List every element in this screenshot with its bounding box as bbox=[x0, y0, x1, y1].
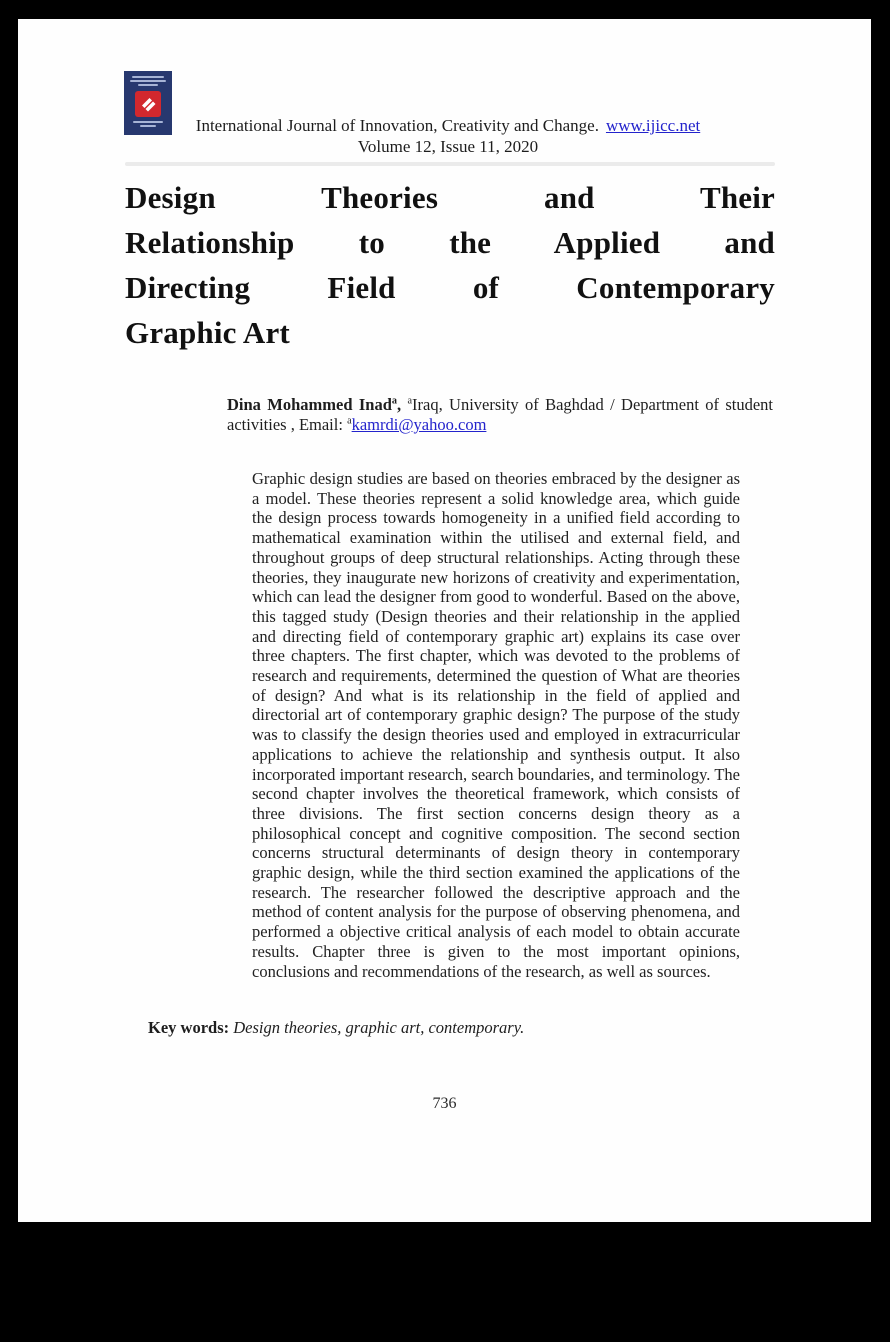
author-block bbox=[227, 395, 773, 435]
volume-line: Volume 12, Issue 11, 2020 bbox=[357, 137, 539, 156]
title-line: Graphic Art bbox=[125, 315, 290, 350]
journal-url-link[interactable]: www.ijicc.net bbox=[605, 116, 701, 135]
logo-diamond-icon bbox=[135, 91, 161, 117]
email-link[interactable]: kamrdi@yahoo.com bbox=[351, 415, 487, 434]
logo-text-line bbox=[132, 76, 164, 78]
document-page bbox=[18, 19, 871, 1222]
keywords-label: Key words: bbox=[148, 1018, 230, 1037]
affiliation-superscript: a bbox=[407, 395, 412, 407]
abstract-text: Graphic design studies are based on theories embraced by the designer as a model. These theories represent a solid knowledge area, which guide the design process towards homogeneity in a unified field according to mathematical examination within the utilised and external field, and throughout groups of deep structural relationships. Acting through these theories, they inaugurate new horizons of creativity and experimentation, which can lead the designer from good to wonderful. Based on the above, this tagged study (Design theories and their relationship in the applied and directing field of contemporary graphic art) explains its case over three chapters. The first chapter, which was devoted to the problems of research and requirements, determined the question of What are theories of design? And what is its relationship in the field of applied and directorial art of contemporary graphic design? The purpose of the study was to classify the design theories used and employed in extracurricular applications to achieve the relationship and synthesis output. It also incorporated important research, search boundaries, and terminology. The second chapter involves the theoretical framework, which consists of three divisions. The first section concerns design theory as a philosophical concept and cognitive composition. The second section concerns structural determinants of design theory in contemporary graphic design, while the third section examined the applications of the research. The researcher followed the descriptive approach and the method of content analysis for the purpose of observing phenomena, and performed a objective critical analysis of each model to obtain accurate results. Chapter three is given to the most important opinions, conclusions and recommendations of the research, as well as sources. bbox=[252, 469, 740, 981]
keywords-text: Design theories, graphic art, contemporary. bbox=[233, 1018, 525, 1037]
article-title bbox=[125, 175, 775, 355]
journal-name: International Journal of Innovation, Creativity and Change. bbox=[195, 116, 599, 135]
author-name-superscript: a bbox=[391, 395, 397, 407]
keywords-line bbox=[148, 1018, 768, 1038]
logo-text-line bbox=[130, 80, 166, 82]
journal-name-line bbox=[108, 115, 788, 136]
journal-header bbox=[108, 115, 788, 157]
title-line: Relationship to the Applied and bbox=[125, 225, 775, 260]
title-line: Directing Field of Contemporary bbox=[125, 270, 775, 305]
page-number: 736 bbox=[432, 1095, 457, 1112]
email-superscript: a bbox=[347, 415, 352, 427]
logo-text-line bbox=[138, 84, 158, 86]
header-divider bbox=[125, 162, 775, 166]
author-name: Dina Mohammed Inad$^a$, bbox=[227, 395, 402, 414]
author-affiliation: Iraq, University of Baghdad / Department of student activities , Email: bbox=[227, 395, 773, 434]
title-line: Design Theories and Their bbox=[125, 180, 775, 215]
